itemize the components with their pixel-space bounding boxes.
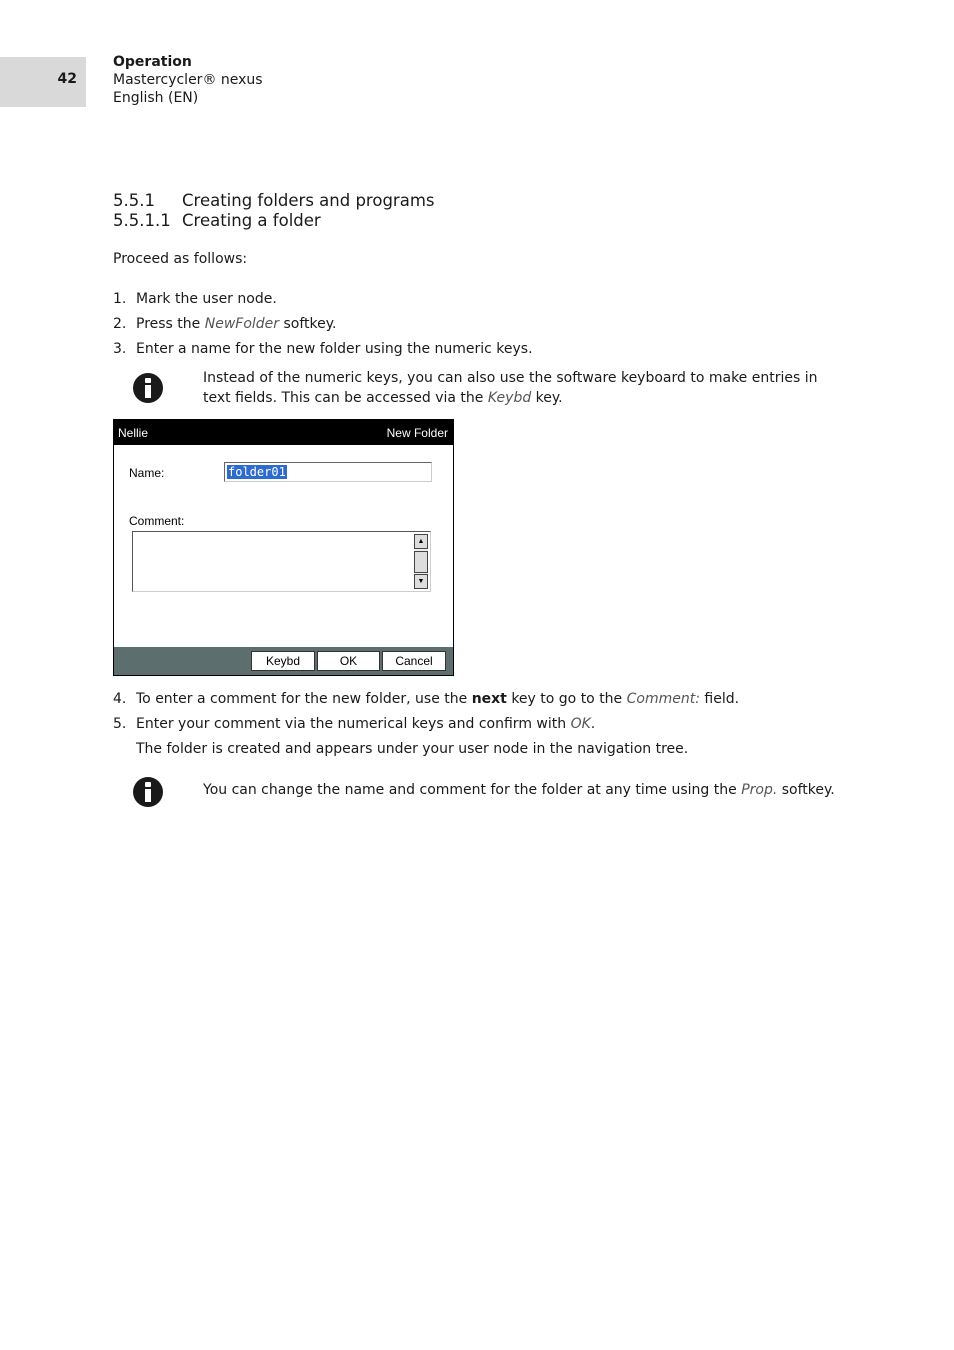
dialog-user-name: Nellie (118, 426, 149, 440)
dialog-footer (114, 647, 453, 675)
header-language: English (EN) (113, 90, 199, 106)
comment-scrollbar[interactable] (414, 534, 428, 589)
name-input[interactable] (224, 462, 432, 482)
softkey-name: OK (570, 716, 591, 732)
name-value: folder01 (228, 465, 286, 479)
comment-textarea[interactable] (132, 531, 431, 592)
info-icon (133, 373, 163, 403)
header-product: Mastercycler® nexus (113, 72, 263, 88)
running-header (113, 53, 263, 107)
header-title: Operation (113, 54, 192, 70)
scroll-down-icon[interactable]: ▼ (414, 574, 428, 589)
comment-label: Comment: (129, 514, 185, 528)
scroll-thumb[interactable] (414, 551, 428, 573)
cancel-button[interactable]: Cancel (382, 651, 446, 671)
result-text: The folder is created and appears under your user node in the navigation tree. (136, 741, 689, 757)
info-icon (133, 777, 163, 807)
keybd-button[interactable]: Keybd (251, 651, 315, 671)
section-heading-1 (113, 191, 435, 210)
step-2: 2. Press the NewFolder softkey. (113, 316, 337, 332)
step-5: 5. Enter your comment via the numerical keys and confirm with OK. (113, 716, 596, 732)
field-name: Comment: (626, 691, 700, 707)
softkey-name: NewFolder (204, 316, 280, 332)
section-title: Creating folders and programs (182, 191, 435, 210)
step-4: 4. To enter a comment for the new folder, use the next key to go to the Comment: field. (113, 691, 740, 707)
section-number: 5.5.1.1 (113, 211, 171, 230)
dialog-titlebar (114, 420, 453, 445)
ok-button[interactable]: OK (317, 651, 380, 671)
note-properties: You can change the name and comment for the folder at any time using the Prop. softkey. (203, 782, 835, 798)
key-name: next (471, 691, 507, 707)
page-number: 42 (57, 71, 77, 87)
section-title: Creating a folder (182, 211, 321, 230)
dialog-title: New Folder (386, 426, 448, 440)
new-folder-dialog (113, 419, 454, 676)
name-label: Name: (129, 466, 165, 480)
note-keyboard: Instead of the numeric keys, you can also use the software keyboard to make entries in text fields. This can be accessed via the Keybd key. (203, 370, 818, 406)
intro-text: Proceed as follows: (113, 251, 248, 267)
step-1: 1. Mark the user node. (113, 291, 277, 307)
scroll-up-icon[interactable]: ▲ (414, 534, 428, 549)
section-number: 5.5.1 (113, 191, 155, 210)
section-heading-2 (113, 211, 321, 230)
step-3: 3. Enter a name for the new folder using the numeric keys. (113, 341, 533, 357)
